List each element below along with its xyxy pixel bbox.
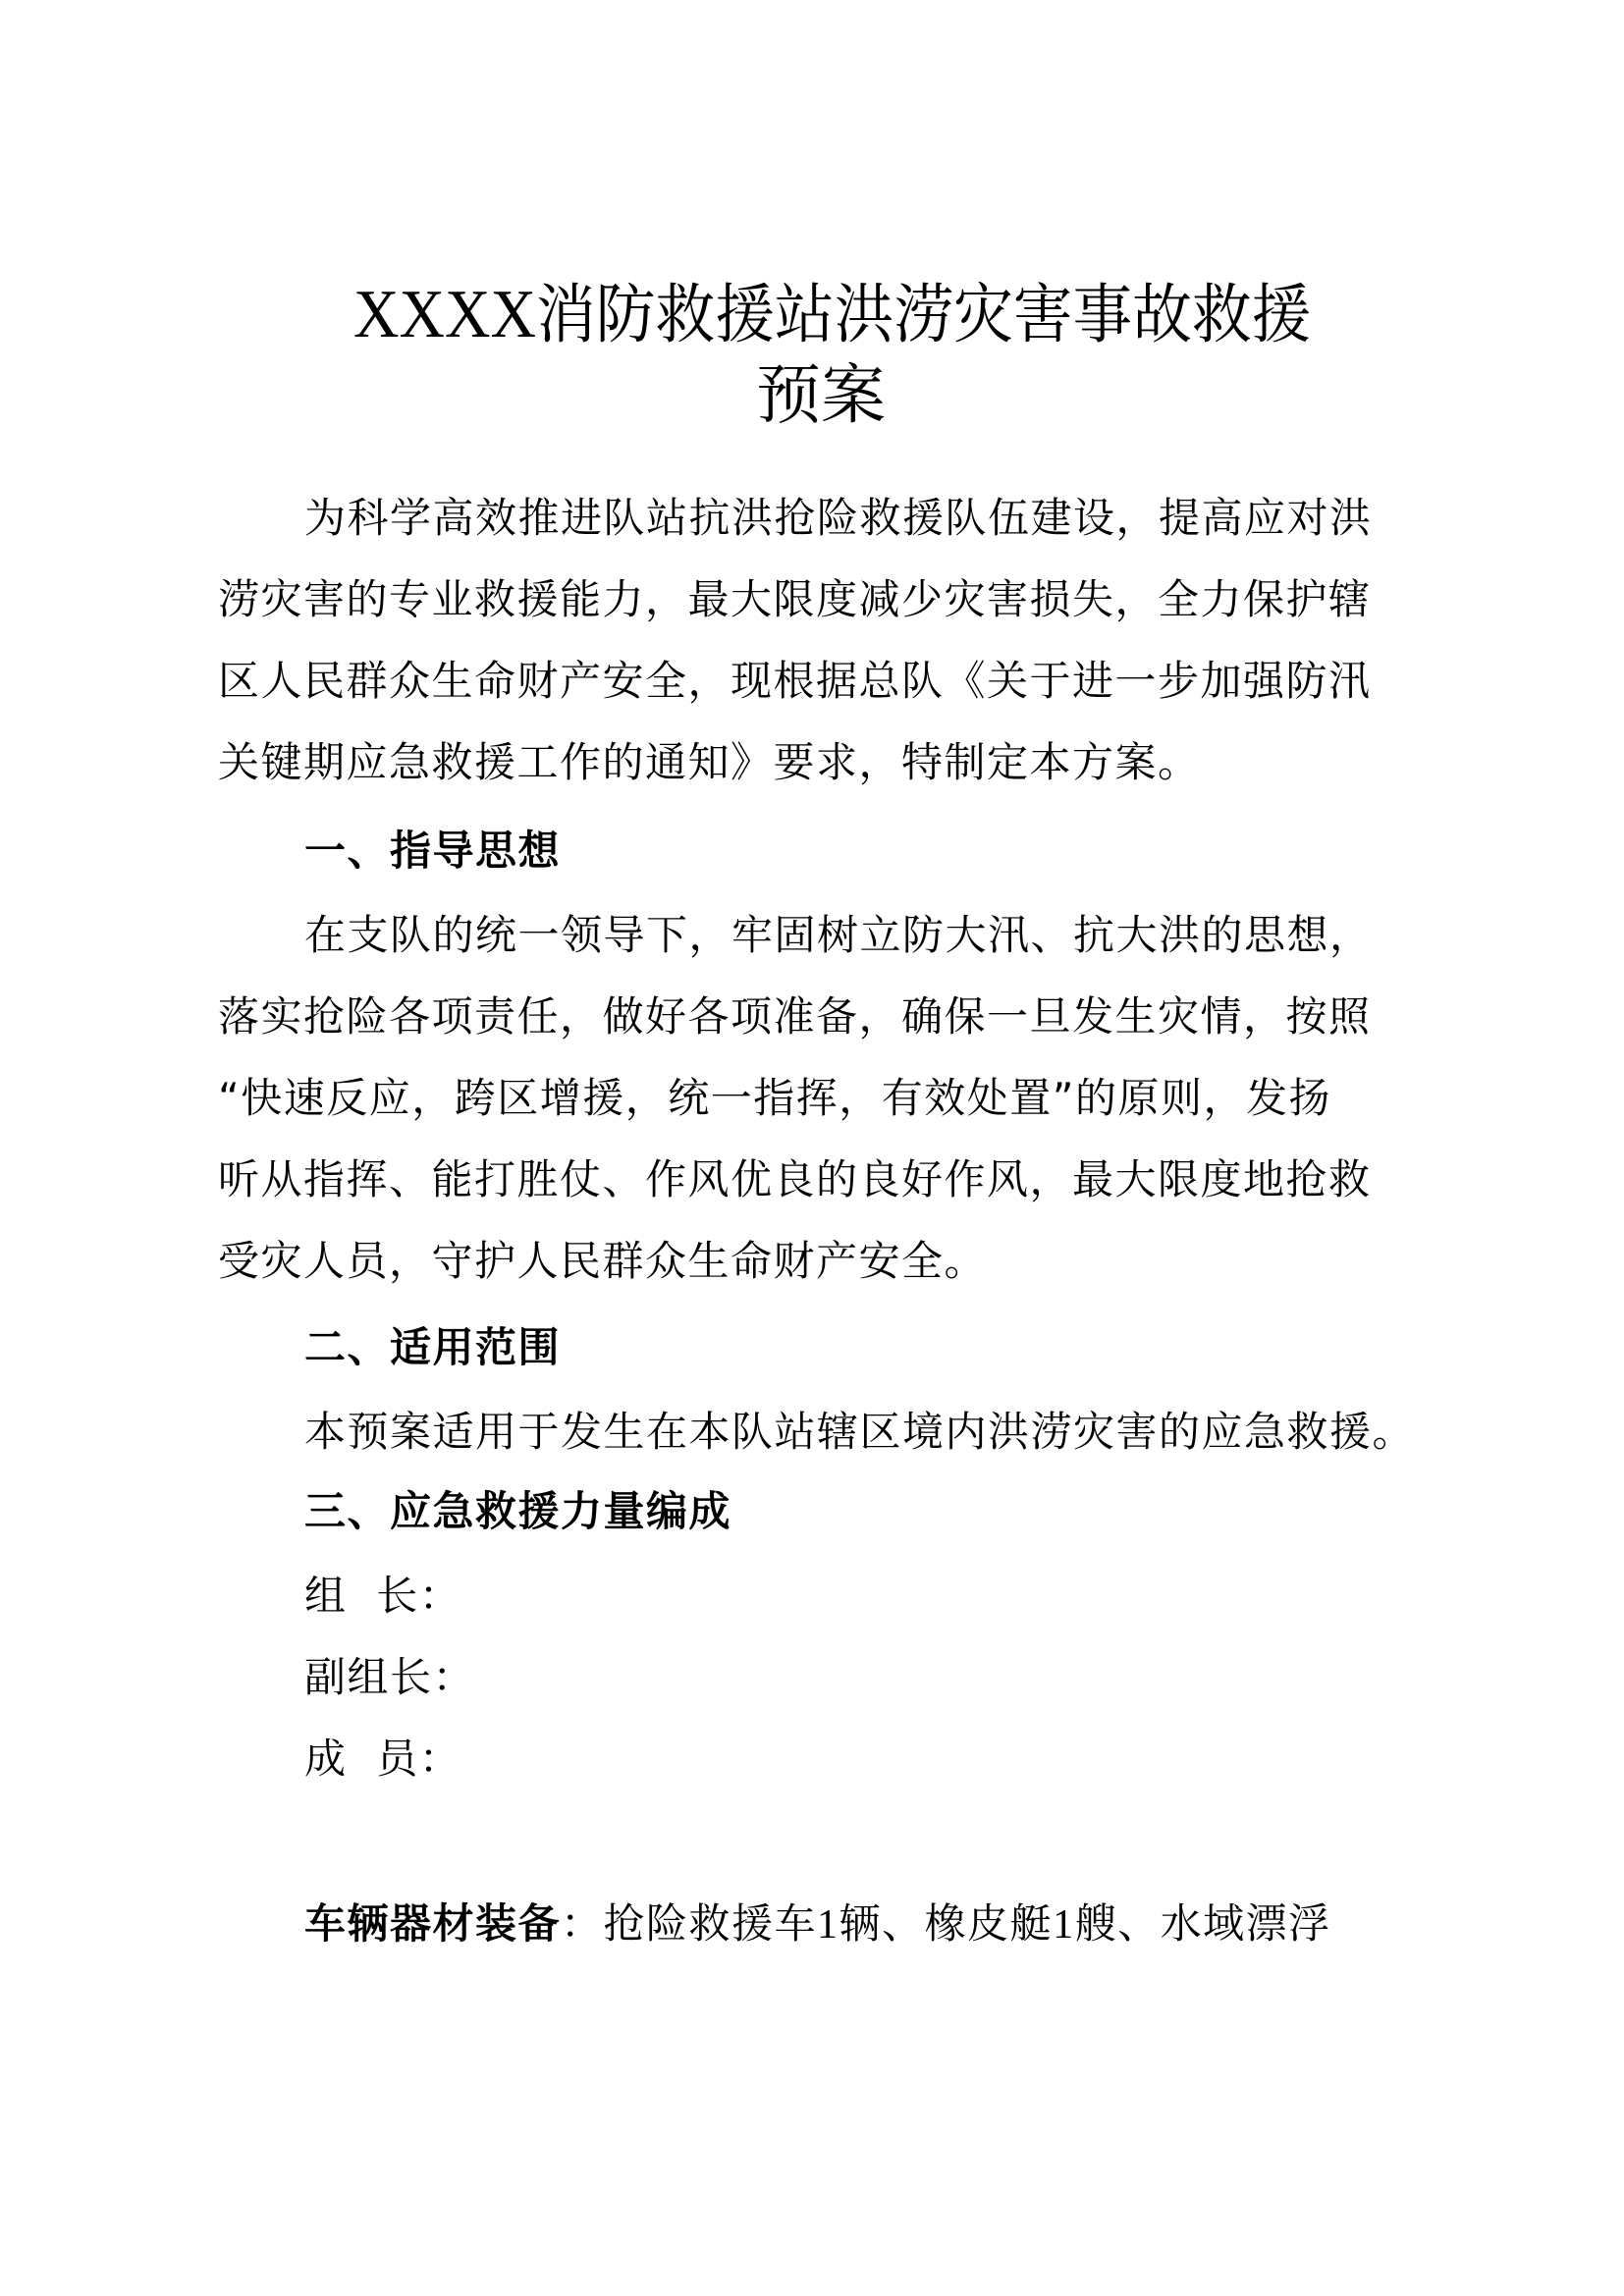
equipment-text-3: 艘、水域漂浮 [1074,1899,1331,1948]
intro-line: 关键期应急救援工作的通知》要求，特制定本方案。 [218,738,1201,786]
equipment-line [304,1896,1435,1952]
equipment-qty-2: 1 [1053,1902,1075,1948]
intro-line: 涝灾害的专业救援能力，最大限度减少灾害损失，全力保护辖 [218,575,1372,623]
equipment-label: 车辆器材装备 [304,1899,562,1948]
equipment-colon: ： [561,1899,604,1948]
section-heading-guiding-ideology: 一、指导思想 [304,827,562,875]
section-2-line: 本预案适用于发生在本队站辖区境内洪涝灾害的应急救援。 [304,1408,1416,1456]
title-line-1 [353,275,1347,355]
document-title [353,275,1434,436]
intro-line: 区人民群众生命财产安全，现根据总队《关于进一步加强防汛 [218,657,1372,705]
equipment-text-1: 抢险救援车 [603,1899,818,1948]
section-heading-scope: 二、适用范围 [304,1323,562,1371]
role-deputy-leader: 副组长： [304,1653,476,1701]
section-1-line: 落实抢险各项责任，做好各项准备，确保一旦发生灾情，按照 [218,992,1372,1041]
section-1-line: 受灾人员，守护人民群众生命财产安全。 [218,1237,988,1285]
role-team-leader: 组 长： [304,1572,462,1620]
section-1-line: 在支队的统一领导下，牢固树立防大汛、抗大洪的思想， [304,911,1373,959]
intro-line: 为科学高效推进队站抗洪抢险救援队伍建设，提高应对洪 [304,494,1373,542]
title-main-text: 消防救援站洪涝灾害事故救援 [536,277,1312,352]
title-line-2: 预案 [756,357,886,433]
equipment-text-2: 辆、橡皮艇 [839,1899,1054,1948]
section-1-line: 听从指挥、能打胜仗、作风优良的良好作风，最大限度地抢救 [218,1155,1372,1203]
section-heading-force-organization: 三、应急救援力量编成 [304,1487,732,1535]
equipment-qty-1: 1 [817,1902,839,1948]
title-placeholder-name: XXXX [353,277,537,352]
section-1-line: “快速反应，跨区增援，统一指挥，有效处置”的原则，发扬 [218,1074,1332,1122]
role-members: 成 员： [304,1735,462,1783]
